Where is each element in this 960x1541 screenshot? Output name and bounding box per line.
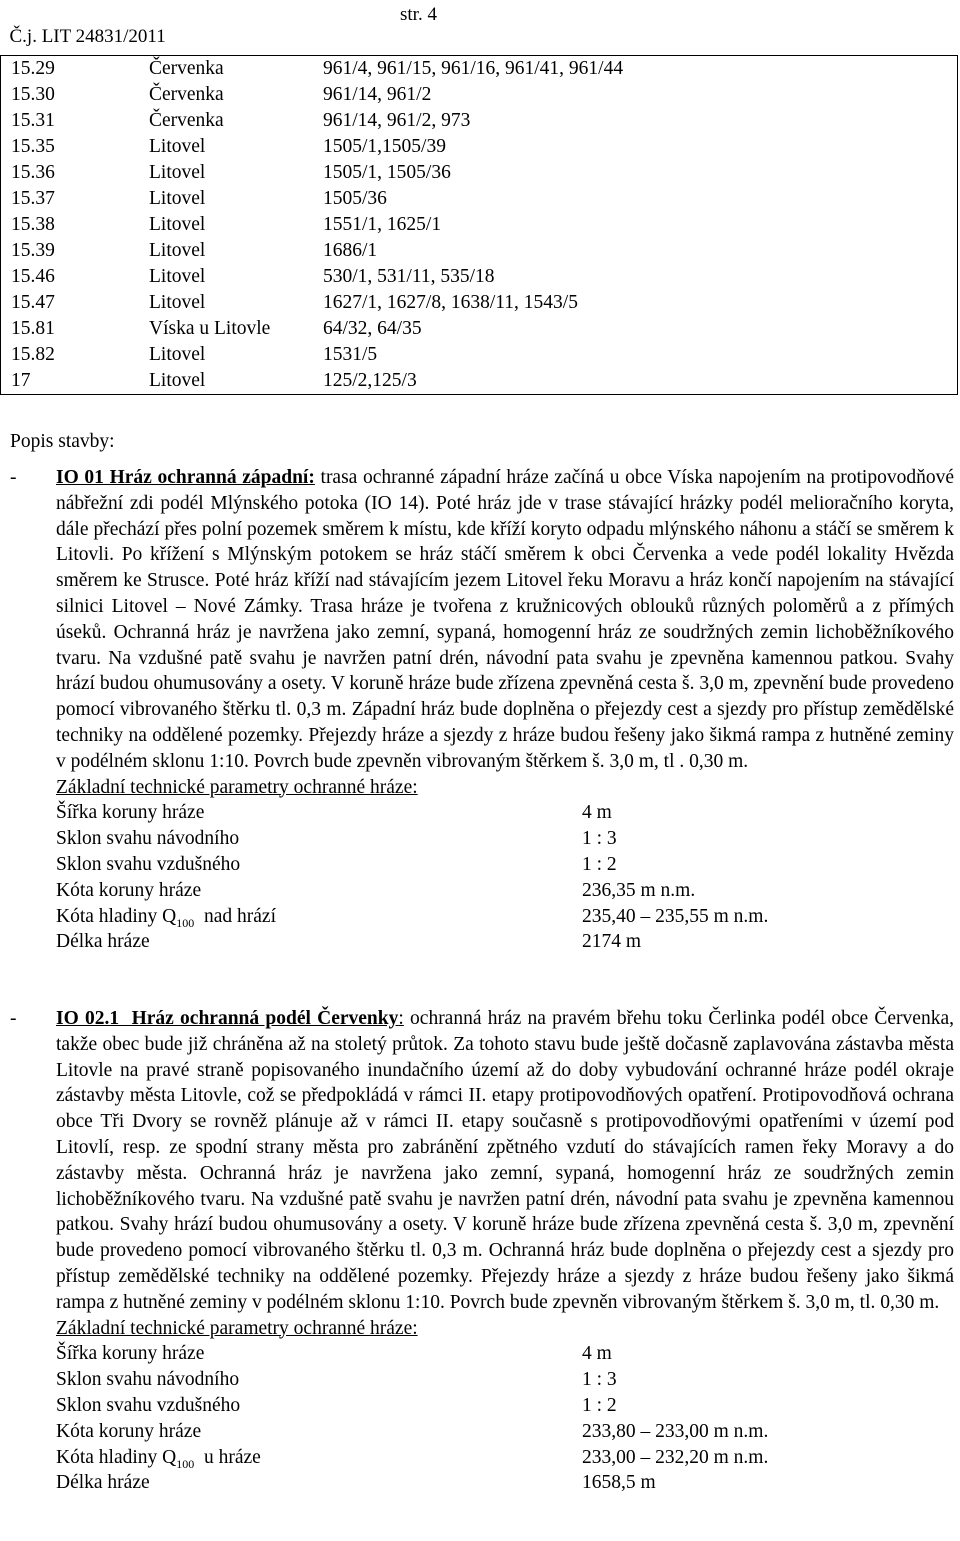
parcel-number: 15.82 — [11, 344, 55, 365]
cadastral-area: Litovel — [149, 136, 206, 157]
parcel-ids: 961/14, 961/2, 973 — [323, 110, 471, 131]
parcel-ids: 1551/1, 1625/1 — [323, 214, 442, 235]
param-label: Délka hráze — [56, 931, 150, 953]
parcel-table-body — [1, 56, 958, 395]
parcel-ids: 530/1, 531/11, 535/18 — [323, 266, 495, 287]
parcel-ids: 1505/1,1505/39 — [323, 136, 446, 157]
param-label-subscript: 100 — [176, 1456, 195, 1471]
param-value: 1 : 2 — [582, 853, 617, 875]
param-label — [56, 1445, 261, 1471]
param-row — [56, 800, 954, 826]
list-dash: - — [10, 1008, 17, 1029]
param-label: Kóta koruny hráze — [56, 879, 202, 901]
param-row — [56, 826, 954, 852]
object-io01-description — [56, 465, 954, 775]
parcel-row — [1, 108, 958, 134]
param-row — [56, 878, 954, 904]
param-row — [56, 1341, 954, 1367]
object-io021-description — [56, 1006, 954, 1316]
parcel-number: 15.47 — [11, 292, 55, 313]
parcel-row — [1, 160, 958, 186]
param-label-suffix: nad hrází — [194, 905, 276, 927]
param-value: 1 : 3 — [582, 828, 617, 850]
parcel-number: 15.37 — [11, 188, 55, 209]
param-label-text: Kóta hladiny Q — [56, 905, 177, 927]
param-row — [56, 904, 954, 930]
cadastral-area: Litovel — [149, 344, 206, 365]
param-row — [56, 1367, 954, 1393]
param-value: 235,40 – 235,55 m n.m. — [582, 905, 769, 927]
parcel-ids: 961/14, 961/2 — [323, 84, 432, 105]
heading-colon: : — [398, 1008, 404, 1029]
param-label-subscript: 100 — [176, 915, 195, 930]
cadastral-area: Litovel — [149, 370, 206, 391]
param-label: Kóta koruny hráze — [56, 1420, 202, 1442]
param-value: 1 : 3 — [582, 1369, 617, 1391]
params-title: Základní technické parametry ochranné hráze: — [56, 1317, 418, 1339]
param-value: 1658,5 m — [582, 1472, 656, 1494]
parcel-table — [0, 55, 958, 395]
parcel-row — [1, 82, 958, 108]
cadastral-area: Víska u Litovle — [149, 318, 271, 339]
param-label: Délka hráze — [56, 1472, 150, 1494]
cadastral-area: Litovel — [149, 162, 206, 183]
cadastral-area: Litovel — [149, 214, 206, 235]
param-row — [56, 929, 954, 955]
parcel-ids: 1627/1, 1627/8, 1638/11, 1543/5 — [323, 292, 578, 313]
cadastral-area: Červenka — [149, 58, 224, 79]
parcel-number: 15.46 — [11, 266, 55, 287]
object-io01 — [10, 465, 954, 955]
parcel-row — [1, 238, 958, 264]
param-label: Sklon svahu návodního — [56, 1369, 240, 1391]
parcel-number: 15.39 — [11, 240, 55, 261]
cadastral-area: Litovel — [149, 292, 206, 313]
parcel-ids: 64/32, 64/35 — [323, 318, 422, 339]
cadastral-area: Litovel — [149, 266, 206, 287]
param-value: 236,35 m n.m. — [582, 879, 696, 901]
object-io021-params — [56, 1316, 954, 1497]
param-label: Sklon svahu vzdušného — [56, 1394, 241, 1416]
cadastral-area: Litovel — [149, 240, 206, 261]
object-io021-heading: IO 02.1 Hráz ochranná podél Červenky — [56, 1008, 399, 1029]
parcel-ids: 1531/5 — [323, 344, 378, 365]
parcel-row — [1, 134, 958, 160]
object-io01-params — [56, 775, 954, 956]
cadastral-area: Litovel — [149, 188, 206, 209]
parcel-ids: 961/4, 961/15, 961/16, 961/41, 961/44 — [323, 58, 624, 79]
parcel-ids: 1686/1 — [323, 240, 378, 261]
object-io01-text: trasa ochranné západní hráze začíná u obce Víska napojením na protipovodňové nábřežní zdi podél Mlýnského potoka (IO 14). Poté hráz jde v trase stávající hrázky podél melioračního koryta, dále přechází přes polní pozemek směrem k místu, kde kříží koryto odpadu mlýnského náhonu a stáčí se směrem k Litovli. Po křížení s Mlýnským potokem se hráz stáčí směrem k obci Červenka a vede podél lokality Hvězda směrem ke Strusce. Poté hráz kříží nad stávajícím jezem Litovel řeku Moravu a hráz končí napojením na stávající silnici Litovel – Nové Zámky. Trasa hráze je tvořena z kružnicových oblouků různých poloměrů a z přímých úseků. Ochranná hráz je navržena jako zemní, sypaná, homogenní hráz ze soudržných zemin lichoběžníkového tvaru. Na vzdušné patě svahu je navržen patní drén, návodní pata svahu je zpevněna kamennou patkou. Svahy hrází budou ohumusovány a osety. V koruně hráze bude zřízena zpevněná cesta š. 3,0 m, zpevnění bude provedeno pomocí vibrovaného štěrku tl. 0,3 m. Západní hráz bude doplněna o přejezdy cest a sjezdy pro přístup zemědělské techniky na oddělené pozemky. Přejezdy hráze a sjezdy z hráze budou řešeny jako šikmá rampa z hutněné zeminy v podélném sklonu 1:10. Povrch bude zpevněn vibrovaným štěrkem š. 3,0 m, tl . 0,30 m. — [56, 467, 954, 772]
parcel-row — [1, 186, 958, 212]
param-value: 2174 m — [582, 931, 642, 953]
param-value: 1 : 2 — [582, 1394, 617, 1416]
parcel-number: 15.38 — [11, 214, 55, 235]
parcel-row — [1, 290, 958, 316]
list-dash: - — [10, 467, 17, 488]
page-number: str. 4 — [400, 4, 437, 25]
param-row — [56, 1393, 954, 1419]
parcel-number: 15.36 — [11, 162, 55, 183]
parcel-number: 15.29 — [11, 58, 55, 79]
document-reference: Č.j. LIT 24831/2011 — [9, 26, 166, 47]
parcel-number: 15.81 — [11, 318, 55, 339]
param-row — [56, 852, 954, 878]
parcel-ids: 1505/36 — [323, 188, 387, 209]
param-row — [56, 1445, 954, 1471]
parcel-number: 17 — [11, 370, 31, 391]
parcel-ids: 1505/1, 1505/36 — [323, 162, 451, 183]
params-title: Základní technické parametry ochranné hráze: — [56, 776, 418, 798]
object-io021-text: ochranná hráz na pravém břehu toku Čerlinka podél obce Červenka, takže obec bude již chráněna až na stoletý průtok. Za tohoto stavu bude ještě dočasně zaplavována zástavba města Litovle na pravé straně popisovaného inundačního území až do doby vybudování ochranné hráze podél okraje zástavby města Litovle, což se předpokládá v rámci II. etapy protipovodňových opatření. Protipovodňová ochrana obce Tři Dvory se rovněž plánuje až v rámci II. etapy současně s protipovodňovými opatřeními v území pod Litovlí, resp. ze spodní strany města pro zabránění zpětného vzdutí do stávajících ramen řeky Moravy a do zástavby města. Ochranná hráz je navržena jako zemní, sypaná, homogenní hráz ze soudržných zemin lichoběžníkového tvaru. Na vzdušné patě svahu je navržen patní drén, návodní pata svahu je zpevněna kamennou patkou. Svahy hrází budou ohumusovány a osety. V koruně hráze bude zřízena zpevněná cesta š. 3,0 m, zpevnění bude provedeno pomocí vibrovaného štěrku tl. 0,3 m. Ochranná hráz bude doplněna o přejezdy cest a sjezdy pro přístup zemědělské techniky na oddělené pozemky. Přejezdy hráze a sjezdy z hráze budou řešeny jako šikmá rampa z hutněné zeminy v podélném sklonu 1:10. Povrch bude zpevněn vibrovaným štěrkem š. 3,0 m, tl. 0,30 m. — [56, 1008, 954, 1313]
parcel-row — [1, 316, 958, 342]
parcel-row — [1, 264, 958, 290]
param-value: 4 m — [582, 802, 612, 824]
parcel-row — [1, 212, 958, 238]
param-value: 233,80 – 233,00 m n.m. — [582, 1420, 769, 1442]
object-io01-heading: IO 01 Hráz ochranná západní: — [56, 467, 315, 488]
param-value: 4 m — [582, 1343, 612, 1365]
cadastral-area: Červenka — [149, 84, 224, 105]
parcel-ids: 125/2,125/3 — [323, 370, 417, 391]
param-value: 233,00 – 232,20 m n.m. — [582, 1446, 769, 1468]
parcel-row — [1, 368, 958, 395]
cadastral-area: Červenka — [149, 110, 224, 131]
param-label: Sklon svahu vzdušného — [56, 853, 241, 875]
param-label-text: Kóta hladiny Q — [56, 1446, 177, 1468]
param-row — [56, 1419, 954, 1445]
param-label: Šířka koruny hráze — [56, 802, 205, 824]
param-label: Šířka koruny hráze — [56, 1343, 205, 1365]
param-label: Sklon svahu návodního — [56, 828, 240, 850]
param-label — [56, 904, 276, 930]
object-io021 — [10, 1006, 954, 1496]
param-label-suffix: u hráze — [194, 1446, 261, 1468]
parcel-number: 15.35 — [11, 136, 55, 157]
parcel-number: 15.30 — [11, 84, 55, 105]
parcel-number: 15.31 — [11, 110, 55, 131]
parcel-row — [1, 56, 958, 83]
section-title: Popis stavby: — [10, 431, 115, 452]
param-row — [56, 1470, 954, 1496]
parcel-row — [1, 342, 958, 368]
